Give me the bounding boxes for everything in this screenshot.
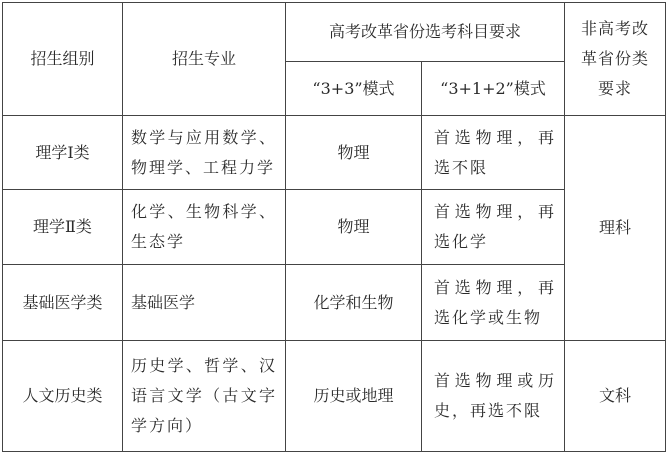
mode312-cell: 首选物理，再选化学 bbox=[422, 190, 565, 265]
nonreform-arts-cell: 文科 bbox=[565, 341, 666, 452]
nonreform-science-cell: 理科 bbox=[565, 116, 666, 341]
header-major: 招生专业 bbox=[123, 3, 286, 116]
header-mode-3-1-2: “3+1+2”模式 bbox=[422, 62, 565, 116]
group-cell: 理学Ⅰ类 bbox=[3, 116, 123, 190]
mode33-cell: 物理 bbox=[286, 116, 422, 190]
mode312-cell: 首选物理，再选化学或生物 bbox=[422, 265, 565, 341]
mode33-cell: 化学和生物 bbox=[286, 265, 422, 341]
group-cell: 人文历史类 bbox=[3, 341, 123, 452]
group-cell: 理学Ⅱ类 bbox=[3, 190, 123, 265]
header-group: 招生组别 bbox=[3, 3, 123, 116]
header-nonreform: 非高考改革省份类要求 bbox=[565, 3, 666, 116]
admission-requirements-table bbox=[2, 2, 666, 452]
major-cell: 历史学、哲学、汉语言文学（古文字学方向） bbox=[123, 341, 286, 452]
mode312-cell: 首选物理，再选不限 bbox=[422, 116, 565, 190]
header-mode-3-3: “3+3”模式 bbox=[286, 62, 422, 116]
major-cell: 基础医学 bbox=[123, 265, 286, 341]
group-cell: 基础医学类 bbox=[3, 265, 123, 341]
mode312-cell: 首选物理或历史，再选不限 bbox=[422, 341, 565, 452]
mode33-cell: 物理 bbox=[286, 190, 422, 265]
header-reform: 高考改革省份选考科目要求 bbox=[286, 3, 565, 62]
major-cell: 数学与应用数学、物理学、工程力学 bbox=[123, 116, 286, 190]
mode33-cell: 历史或地理 bbox=[286, 341, 422, 452]
major-cell: 化学、生物科学、生态学 bbox=[123, 190, 286, 265]
